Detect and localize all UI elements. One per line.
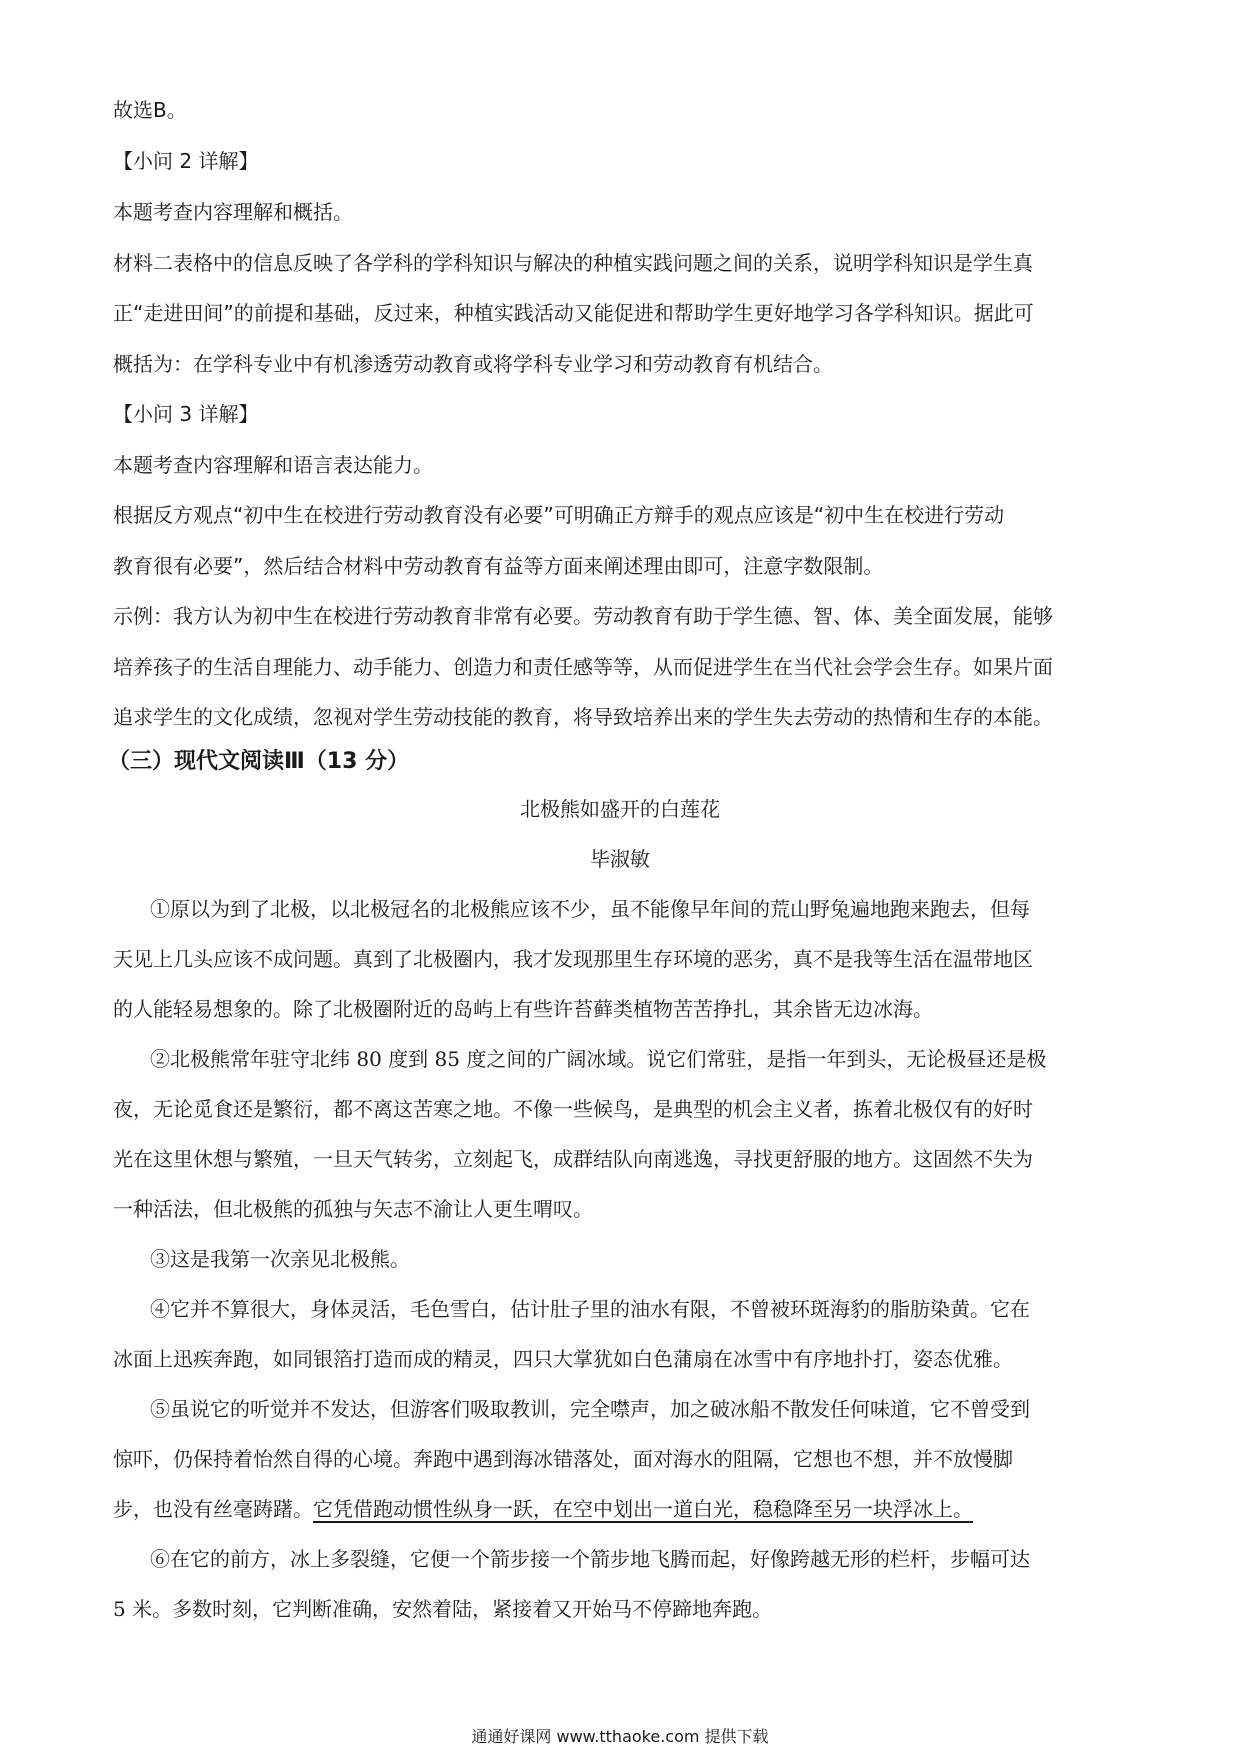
paragraph-line: ④它并不算很大，身体灵活，毛色雪白，估计肚子里的油水有限，不曾被环斑海豹的脂肪染黄。它在 (150, 1297, 1030, 1321)
paragraph-line: 冰面上迅疾奔跑，如同银箔打造而成的精灵，四只大掌犹如白色蒲扇在冰雪中有序地扑打，姿态优雅。 (113, 1347, 1013, 1371)
example-line: 示例：我方认为初中生在校进行劳动教育非常有必要。劳动教育有助于学生德、智、体、美全面发展，能够 (113, 604, 1053, 628)
section-heading: （三）现代文阅读Ⅲ（13 分） (108, 749, 410, 774)
paragraph-line: ③这是我第一次亲见北极熊。 (150, 1247, 410, 1271)
passage-author: 毕淑敏 (590, 847, 650, 871)
q2-body-line: 材料二表格中的信息反映了各学科的学科知识与解决的种植实践问题之间的关系，说明学科知识是学生真 (113, 251, 1033, 275)
paragraph-text: 步，也没有丝毫踌躇。 (113, 1497, 313, 1521)
paragraph-line: ②北极熊常年驻守北纬 80 度到 85 度之间的广阔冰域。说它们常驻，是指一年到头，无论极昼还是极 (150, 1047, 1047, 1071)
paragraph-line: 的人能轻易想象的。除了北极圈附近的岛屿上有些许苔藓类植物苦苦挣扎，其余皆无边冰海。 (113, 997, 933, 1021)
paragraph-line: 一种活法，但北极熊的孤独与矢志不渝让人更生喟叹。 (113, 1197, 593, 1221)
paragraph-line: 夜，无论觅食还是繁衍，都不离这苦寒之地。不像一些候鸟，是典型的机会主义者，拣着北极仅有的好时 (113, 1097, 1033, 1121)
paragraph-line: ⑥在它的前方，冰上多裂缝，它便一个箭步接一个箭步地飞腾而起，好像跨越无形的栏杆，步幅可达 (150, 1547, 1030, 1571)
q2-intro: 本题考查内容理解和概括。 (113, 200, 353, 224)
example-line: 培养孩子的生活自理能力、动手能力、创造力和责任感等等，从而促进学生在当代社会学会生存。如果片面 (113, 655, 1053, 679)
paragraph-line: 天见上几头应该不成问题。真到了北极圈内，我才发现那里生存环境的恶劣，真不是我等生活在温带地区 (113, 947, 1033, 971)
paragraph-line: 5 米。多数时刻，它判断准确，安然着陆，紧接着又开始马不停蹄地奔跑。 (113, 1597, 773, 1621)
q3-intro: 本题考查内容理解和语言表达能力。 (113, 453, 433, 477)
paragraph-line: 惊吓，仍保持着怡然自得的心境。奔跑中遇到海冰错落处，面对海水的阻隔，它想也不想，并不放慢脚 (113, 1447, 1013, 1471)
answer-choice: 故选B。 (113, 98, 187, 122)
q2-body-line: 概括为：在学科专业中有机渗透劳动教育或将学科专业学习和劳动教育有机结合。 (113, 352, 833, 376)
passage-title: 北极熊如盛开的白莲花 (520, 797, 720, 821)
q2-heading: 【小问 2 详解】 (113, 149, 259, 173)
q2-body-line: 正“走进田间”的前提和基础，反过来，种植实践活动又能促进和帮助学生更好地学习各学科知识。据此可 (113, 301, 1034, 325)
footer-source: 通通好课网 www.tthaoke.com 提供下载 (471, 1727, 769, 1746)
paragraph-line: 光在这里休想与繁殖，一旦天气转劣，立刻起飞，成群结队向南逃逸，寻找更舒服的地方。这固然不失为 (113, 1147, 1033, 1171)
q3-body-line: 教育很有必要”，然后结合材料中劳动教育有益等方面来阐述理由即可，注意字数限制。 (113, 554, 884, 578)
paragraph-line: ⑤虽说它的听觉并不发达，但游客们吸取教训，完全噤声，加之破冰船不散发任何味道，它不曾受到 (150, 1397, 1030, 1421)
paragraph-line (113, 1495, 1133, 1523)
paragraph-line: ①原以为到了北极，以北极冠名的北极熊应该不少，虽不能像早年间的荒山野兔遍地跑来跑去，但每 (150, 897, 1030, 921)
q3-heading: 【小问 3 详解】 (113, 402, 259, 426)
underlined-sentence: 它凭借跑动惯性纵身一跃，在空中划出一道白光，稳稳降至另一块浮冰上。 (313, 1497, 973, 1521)
q3-body-line: 根据反方观点“初中生在校进行劳动教育没有必要”可明确正方辩手的观点应该是“初中生在校进行劳动 (113, 503, 1005, 527)
example-line: 追求学生的文化成绩，忽视对学生劳动技能的教育，将导致培养出来的学生失去劳动的热情和生存的本能。 (113, 705, 1053, 729)
